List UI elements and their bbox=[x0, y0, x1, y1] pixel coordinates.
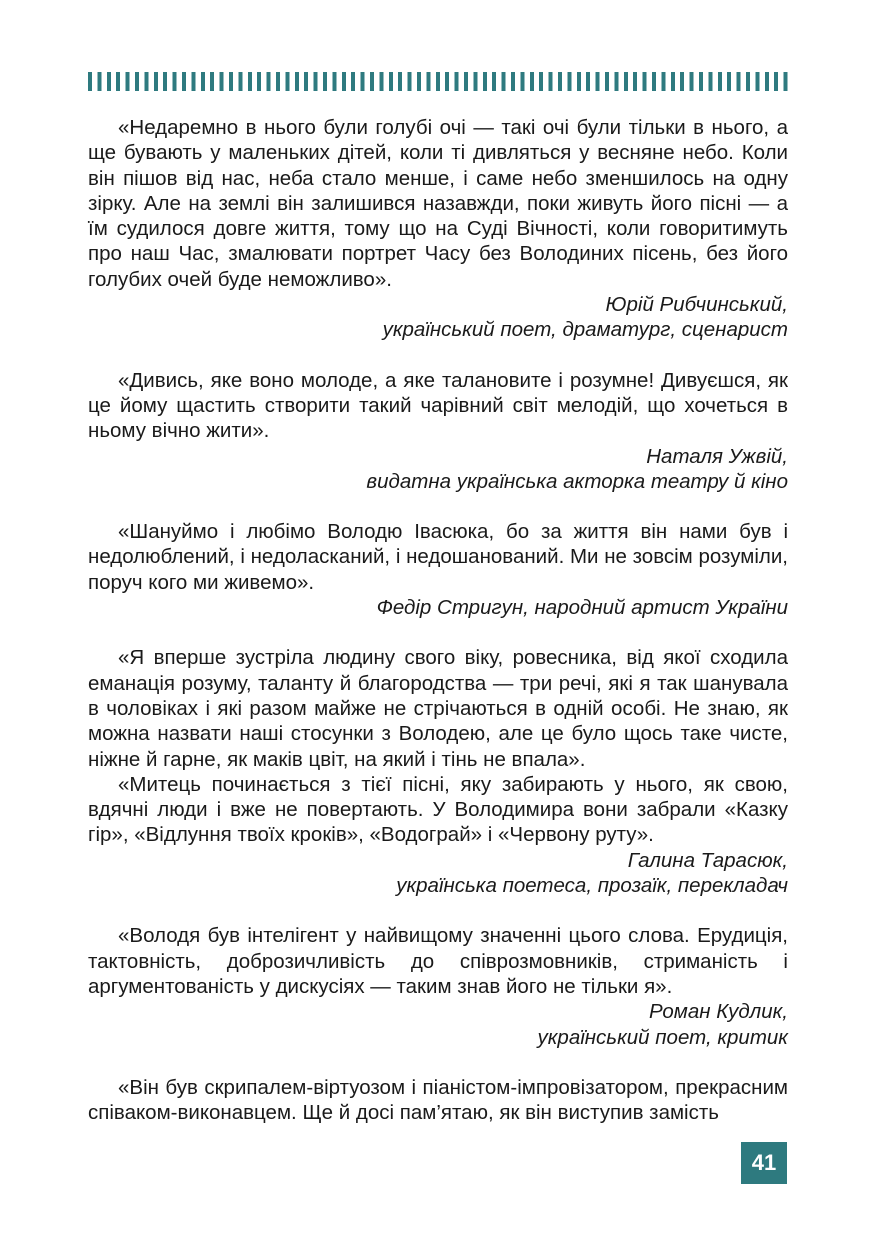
quote-author: Наталя Ужвій, bbox=[646, 444, 788, 468]
quote-author-role: український поет, драматург, сценарист bbox=[382, 318, 788, 342]
quote-author: Галина Тарасюк, bbox=[627, 848, 788, 872]
final-paragraph: «Він був скрипалем-віртуозом і піаністом-імпровізатором, прекрасним співаком-виконавцем. Ще й досі пам’ятаю, як він виступив замість bbox=[88, 1075, 788, 1125]
quote-author-role: український поет, критик bbox=[537, 1025, 788, 1049]
page-number: 41 bbox=[741, 1142, 787, 1184]
quote-paragraph: «Володя був інтелігент у найвищому значенні цього слова. Ерудиція, тактовність, доброзичливість до співрозмовників, стриманість і аргументованість у дискусіях — таким знав його не тільки я». bbox=[88, 924, 788, 998]
quote-block bbox=[88, 519, 788, 620]
quote-block bbox=[88, 368, 788, 494]
quote-block bbox=[88, 115, 788, 343]
quote-block bbox=[88, 645, 788, 898]
quote-author: Роман Кудлик, bbox=[648, 1000, 788, 1024]
quote-author: Федір Стригун, народний артист України bbox=[376, 596, 788, 620]
page-content bbox=[88, 115, 788, 1125]
quote-author-role: українська поетеса, прозаїк, перекладач bbox=[396, 874, 788, 898]
quote-paragraph: «Шануймо і любімо Володю Івасюка, бо за життя він нами був і недолюблений, і недоласканий, і недошанований. Ми не зовсім розуміли, поруч кого ми живемо». bbox=[88, 520, 788, 594]
quote-block bbox=[88, 923, 788, 1049]
quote-author-role: видатна українська акторка театру й кіно bbox=[366, 469, 788, 493]
quote-author: Юрій Рибчинський, bbox=[605, 293, 788, 317]
quote-paragraph: «Дивись, яке воно молоде, а яке талановите і розумне! Дивуєшся, як це йому щастить створити такий чарівний світ мелодій, що хочеться в ньому вічно жити». bbox=[88, 368, 788, 443]
quote-paragraph: «Недаремно в нього були голубі очі — такі очі були тільки в нього, а ще бувають у маленьких дітей, коли ті дивляться у весняне небо. Коли він пішов від нас, неба стало менше, і саме небо зменшилось на одну зірку. Але на землі він залишився назавжди, поки живуть його пісні — а їм судилося довге життя, тому що на Суді Вічності, коли говоритимуть про наш Час, змалювати портрет Часу без Володиних пісень, без його голубих очей буде неможливо». bbox=[88, 116, 788, 291]
quote-paragraph: «Митець починається з тієї пісні, яку забирають у нього, як свою, вдячні люди і вже не повертають. У Володимира вони забрали «Казку гір», «Відлуння твоїх кроків», «Водограй» і «Червону руту». bbox=[88, 772, 788, 847]
quote-paragraph: «Я вперше зустріла людину свого віку, ровесника, від якої сходила еманація розуму, таланту й благородства — три речі, які я так шанувала в чоловіках і які разом майже не стрічаються в одній особі. Не знаю, як можна назвати наші стосунки з Володею, але це було щось таке чисте, ніжне й гарне, як маків цвіт, на який і тінь не впала». bbox=[88, 646, 788, 771]
decorative-stripe-bar bbox=[88, 72, 788, 91]
